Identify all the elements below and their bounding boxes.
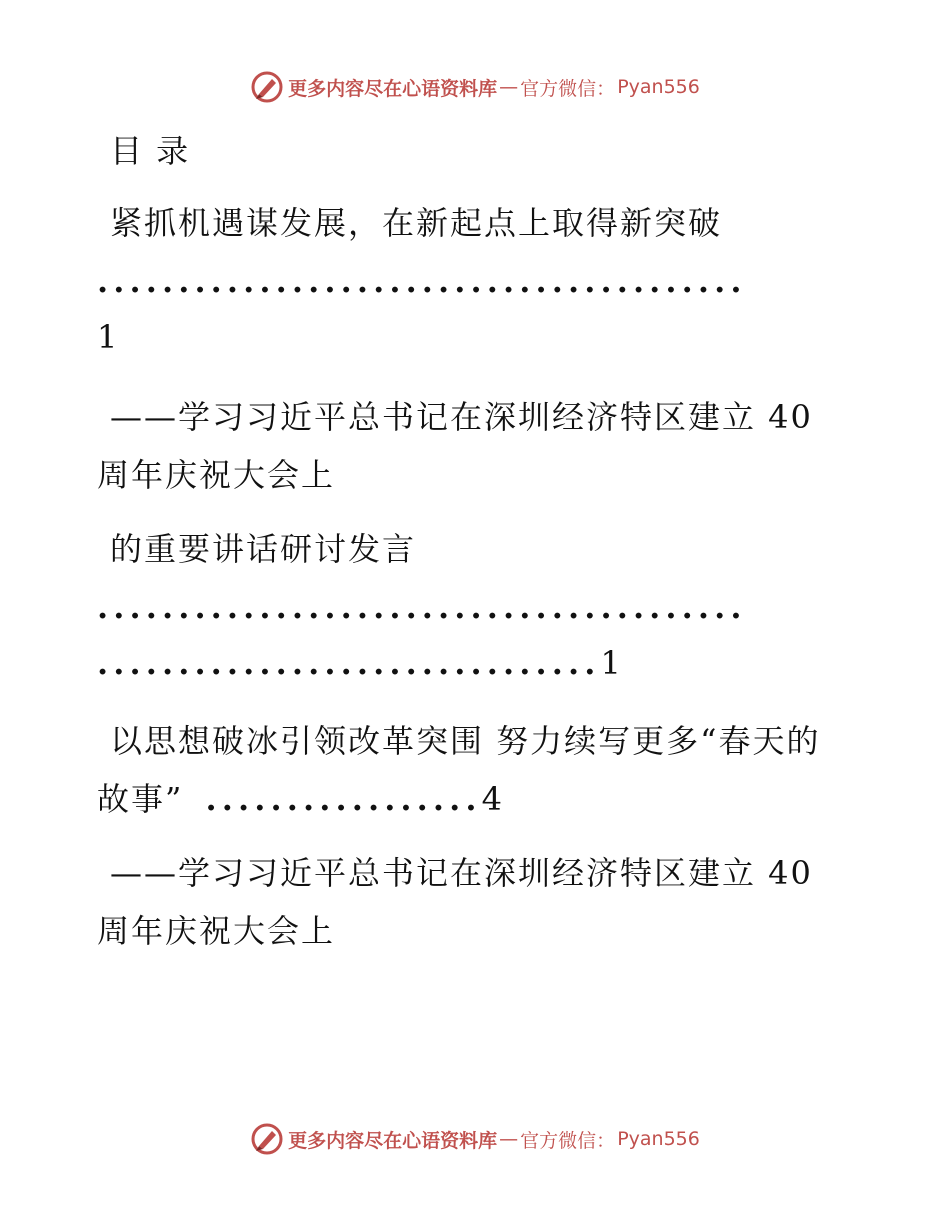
pen-logo-icon: [250, 70, 284, 104]
toc-entry-1-sub-leader-row: [97, 644, 623, 682]
toc-entry-1-sub-line-1: ——学习习近平总书记在深圳经济特区建立 40: [110, 398, 813, 436]
toc-entry-2-sub-line-1: ——学习习近平总书记在深圳经济特区建立 40: [110, 854, 813, 892]
toc-entry-1-leader: ........................................: [97, 262, 747, 300]
toc-entry-2-leader: .................: [205, 780, 482, 818]
toc-entry-1-sub-line-3: 的重要讲话研讨发言: [110, 530, 417, 568]
toc-entry-1-sub-line-2: 周年庆祝大会上: [97, 456, 336, 494]
header-watermark: [0, 70, 950, 104]
pen-logo-icon: [250, 1122, 284, 1156]
watermark-wechat-id: Pyan556: [617, 1128, 700, 1150]
watermark-text: 更多内容尽在心语资料库: [288, 1129, 498, 1152]
footer-watermark: [0, 1122, 950, 1156]
toc-entry-2-line-2-row: [97, 774, 504, 820]
toc-entry-1-page: 1: [97, 318, 120, 356]
toc-entry-1-title: 紧抓机遇谋发展，在新起点上取得新突破: [110, 204, 723, 242]
watermark-wechat-label: 官方微信：: [520, 77, 616, 100]
toc-entry-2-page: 4: [481, 780, 504, 818]
toc-entry-2-line-1: 以思想破冰引领改革突围 努力续写更多“春天的: [110, 722, 821, 760]
watermark-dash: —: [499, 1128, 519, 1150]
toc-entry-2-sub-line-2: 周年庆祝大会上: [97, 912, 336, 950]
toc-entry-1-sub-page: 1: [600, 644, 623, 682]
watermark-dash: —: [499, 76, 519, 98]
toc-title: 目 录: [110, 132, 191, 170]
watermark-wechat-label: 官方微信：: [520, 1129, 616, 1152]
toc-entry-1-sub-leader-1: ........................................: [97, 588, 747, 626]
watermark-wechat-id: Pyan556: [617, 76, 700, 98]
toc-entry-2-line-2: 故事”: [97, 780, 184, 818]
toc-entry-1-sub-leader-2: ...............................: [97, 644, 601, 682]
watermark-text: 更多内容尽在心语资料库: [288, 77, 498, 100]
